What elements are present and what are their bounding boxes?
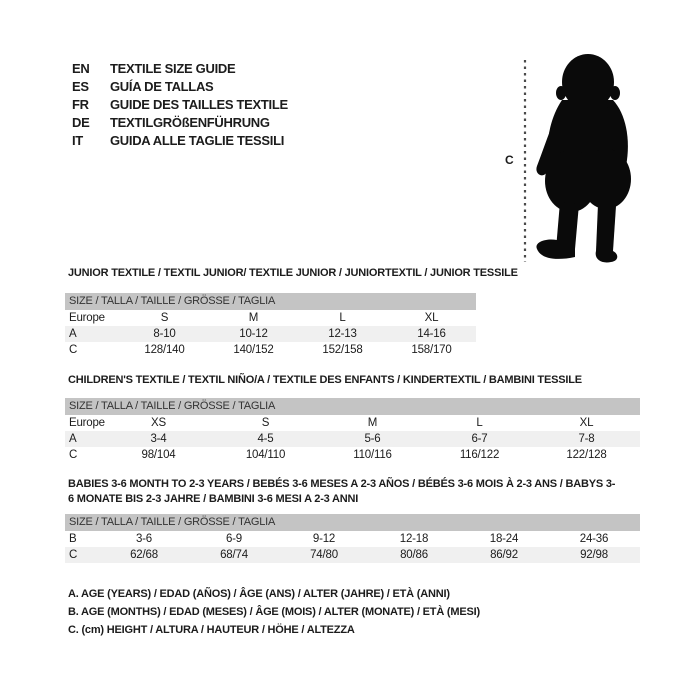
row-label: C [69,449,78,461]
language-row-fr [72,95,288,113]
table-cell: 6-7 [471,433,488,445]
table-cell: 5-6 [364,433,381,445]
junior-size-table [65,293,476,358]
table-cell: M [248,312,259,324]
language-code: DE [72,114,90,130]
table-cell: L [339,312,346,324]
language-label: GUIDE DES TAILLES TEXTILE [110,96,288,112]
table-cell: 140/152 [233,344,274,356]
table-cell: XL [424,312,439,324]
table-cell: 80/86 [400,549,428,561]
language-row-en [72,59,288,77]
babies-size-table [65,514,640,563]
baby-silhouette-icon [500,50,650,270]
table-cell: 128/140 [144,344,185,356]
row-label: C [69,344,78,356]
language-guide [72,59,288,149]
table-row-c [65,547,640,563]
table-cell: 116/122 [459,449,500,461]
table-row-a [65,326,476,342]
table-cell: 110/116 [353,449,392,461]
table-cell: 68/74 [220,549,248,561]
table-cell: 6-9 [225,533,243,545]
table-cell: 98/104 [141,449,176,461]
table-cell: XS [151,417,166,429]
table-row-c [65,342,476,358]
note-height-cm: C. (cm) HEIGHT / ALTURA / HAUTEUR / HÖHE / ALTEZZA [68,624,355,636]
babies-section-title: BABIES 3-6 MONTH TO 2-3 YEARS / BEBÉS 3-6 MESES A 2-3 AÑOS / BÉBÉS 3-6 MOIS À 2-3 ANS / BABYS 3-6 MONATE BIS 2-3 JAHRE / BAMBINI 3-6 MESI A 2-3 ANNI [68,478,616,505]
table-cell: 62/68 [130,549,158,561]
table-cell: Europe [69,417,105,429]
language-row-es [72,77,288,95]
table-cell: L [476,417,483,429]
language-label: GUÍA DE TALLAS [110,78,214,94]
row-label: C [69,549,78,561]
table-cell: M [367,417,378,429]
table-cell: 158/170 [411,344,452,356]
table-cell: 7-8 [578,433,595,445]
height-measure-label: C [505,153,514,167]
table-cell: 104/110 [245,449,286,461]
table-cell: 12-18 [399,533,429,545]
table-row-europe [65,415,640,431]
table-row-b [65,531,640,547]
table-cell: 8-10 [153,328,176,340]
note-age-months: B. AGE (MONTHS) / EDAD (MESES) / ÂGE (MOIS) / ALTER (MONATE) / ETÀ (MESI) [68,606,480,618]
language-label: GUIDA ALLE TAGLIE TESSILI [110,132,285,148]
language-row-it [72,131,288,149]
table-cell: 92/98 [580,549,608,561]
table-cell: 18-24 [489,533,519,545]
table-cell: 10-12 [239,328,268,340]
language-code: IT [72,132,83,148]
size-header-bar: SIZE / TALLA / TAILLE / GRÖSSE / TAGLIA [65,398,640,415]
table-cell: XL [579,417,594,429]
table-row-c [65,447,640,463]
size-header-bar: SIZE / TALLA / TAILLE / GRÖSSE / TAGLIA [65,293,476,310]
table-cell: 14-16 [417,328,446,340]
table-cell: 3-4 [150,433,167,445]
language-code: EN [72,60,90,76]
note-age-years: A. AGE (YEARS) / EDAD (AÑOS) / ÂGE (ANS) / ALTER (JAHRE) / ETÀ (ANNI) [68,588,450,600]
language-label: TEXTILGRÖßENFÜHRUNG [110,114,270,130]
table-cell: 74/80 [310,549,338,561]
row-label: B [69,533,77,545]
language-row-de [72,113,288,131]
row-label: A [69,433,77,445]
table-cell: 152/158 [322,344,363,356]
table-row-europe [65,310,476,326]
table-cell: 86/92 [490,549,518,561]
size-header-bar: SIZE / TALLA / TAILLE / GRÖSSE / TAGLIA [65,514,640,531]
table-cell: 24-36 [579,533,609,545]
legend-notes [68,585,480,639]
table-cell: 12-13 [328,328,357,340]
children-size-table [65,398,640,463]
table-cell: 4-5 [257,433,274,445]
language-label: TEXTILE SIZE GUIDE [110,60,236,76]
language-code: ES [72,78,89,94]
junior-section-title: JUNIOR TEXTILE / TEXTIL JUNIOR/ TEXTILE JUNIOR / JUNIORTEXTIL / JUNIOR TESSILE [68,267,518,279]
table-cell: 9-12 [312,533,336,545]
table-row-a [65,431,640,447]
table-cell: Europe [69,312,105,324]
children-section-title: CHILDREN'S TEXTILE / TEXTIL NIÑO/A / TEXTILE DES ENFANTS / KINDERTEXTIL / BAMBINI TESSILE [68,374,582,386]
table-cell: 122/128 [566,449,607,461]
table-cell: 3-6 [135,533,153,545]
table-cell: S [160,312,169,324]
row-label: A [69,328,77,340]
language-code: FR [72,96,89,112]
table-cell: S [261,417,270,429]
